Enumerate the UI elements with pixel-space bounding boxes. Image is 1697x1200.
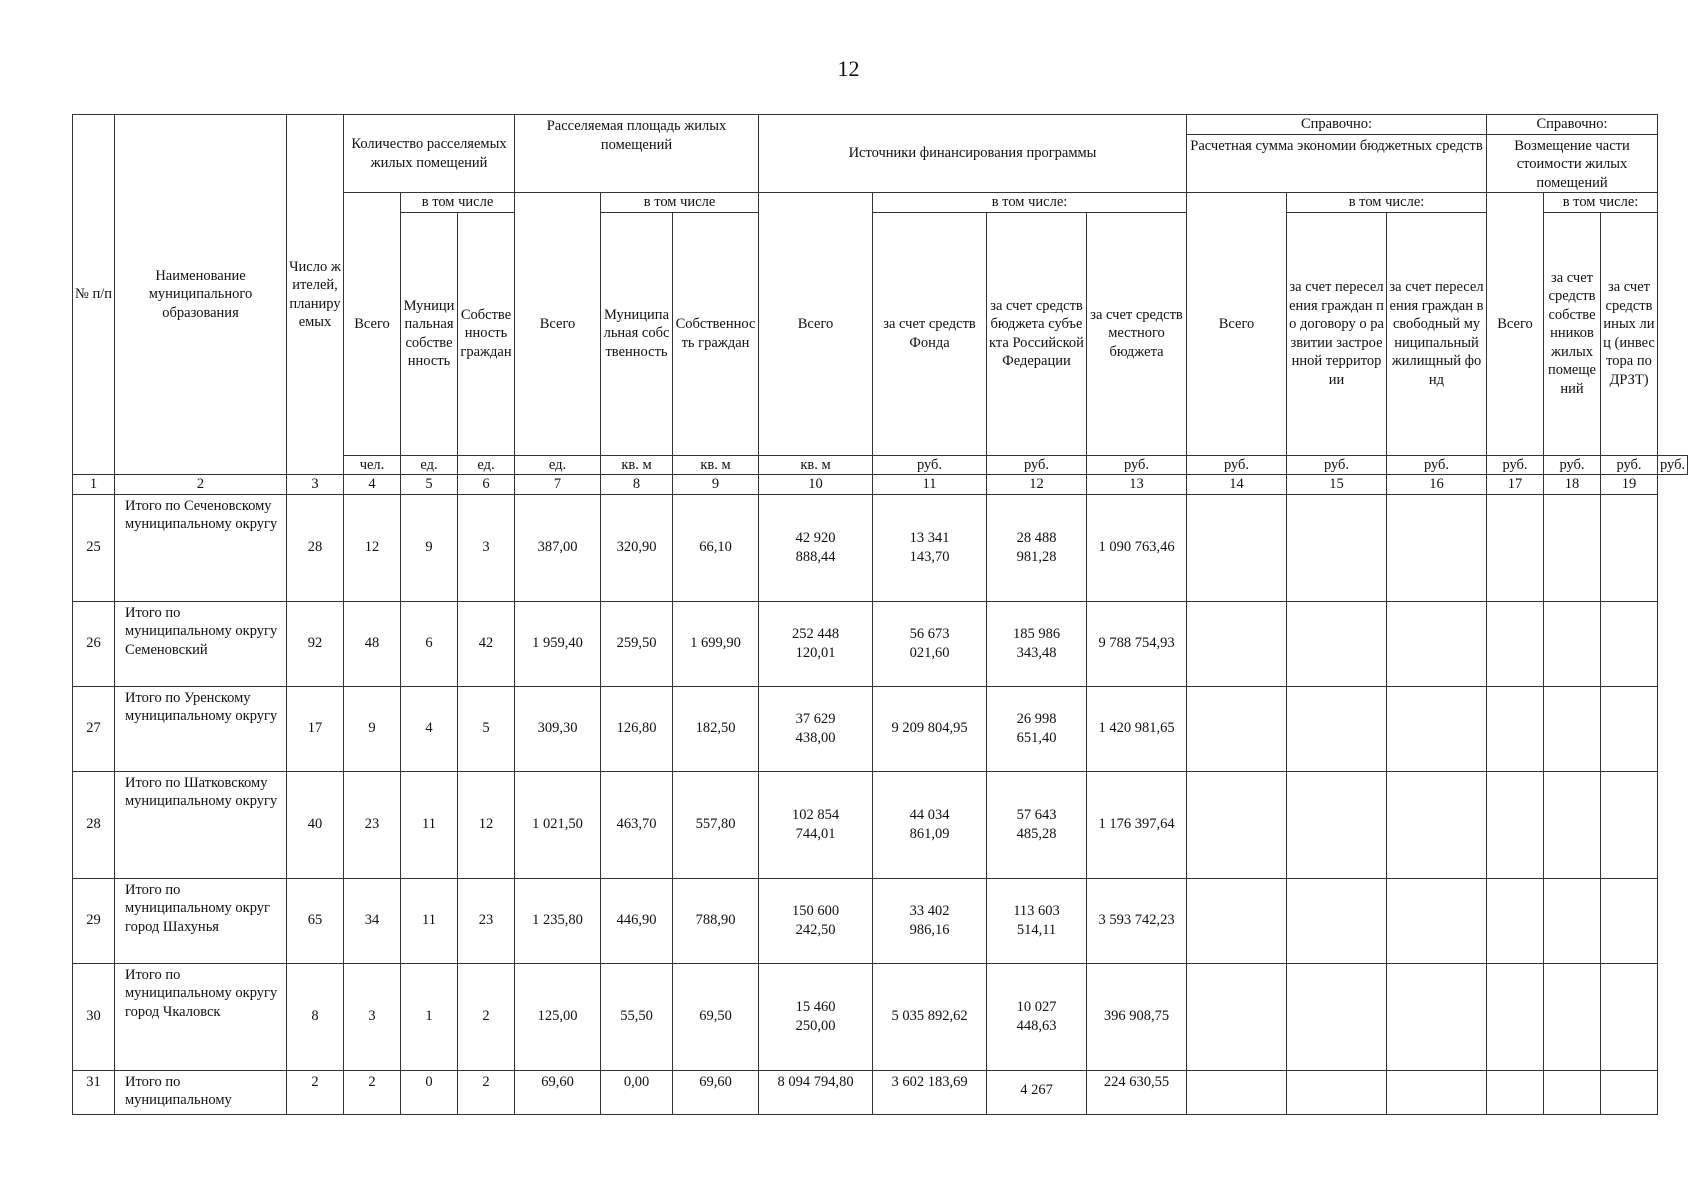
header-ref-label-a: Справочно: (1187, 115, 1487, 135)
table-row (73, 963, 1688, 1070)
row-rooms-municipal: 1 (401, 963, 458, 1070)
row-rooms-municipal: 9 (401, 494, 458, 601)
header-comp-owners: за счет средств собственников жилых помещений (1544, 212, 1601, 455)
empty-cell (1601, 686, 1658, 771)
column-number: 13 (1087, 475, 1187, 495)
row-people: 17 (287, 686, 344, 771)
column-number: 4 (344, 475, 401, 495)
column-number: 18 (1544, 475, 1601, 495)
row-area-municipal: 463,70 (601, 771, 673, 878)
row-finance-local: 9 788 754,93 (1087, 601, 1187, 686)
row-area-private: 69,60 (673, 1070, 759, 1114)
row-rooms-total: 48 (344, 601, 401, 686)
header-area-private: Собственность граждан (673, 212, 759, 455)
empty-cell (1287, 1070, 1387, 1114)
row-rooms-total: 23 (344, 771, 401, 878)
column-number: 6 (458, 475, 515, 495)
unit-cell: ед. (458, 455, 515, 475)
empty-cell (1387, 494, 1487, 601)
row-name: Итого по муниципальному округу город Чкаловск (115, 963, 287, 1070)
row-rooms-private: 2 (458, 1070, 515, 1114)
column-number: 5 (401, 475, 458, 495)
empty-cell (1601, 963, 1658, 1070)
row-number: 25 (73, 494, 115, 601)
empty-cell (1387, 601, 1487, 686)
unit-cell: руб. (1487, 455, 1544, 475)
row-area-private: 1 699,90 (673, 601, 759, 686)
row-people: 28 (287, 494, 344, 601)
row-area-total: 125,00 (515, 963, 601, 1070)
header-local-budget: за счет средств местного бюджета (1087, 212, 1187, 455)
row-finance-fund: 13 341 143,70 (873, 494, 987, 601)
empty-cell (1544, 963, 1601, 1070)
header-area-incl: в том числе (601, 193, 759, 213)
row-finance-total: 8 094 794,80 (759, 1070, 873, 1114)
row-finance-local: 1 176 397,64 (1087, 771, 1187, 878)
row-rooms-municipal: 11 (401, 878, 458, 963)
empty-cell (1187, 601, 1287, 686)
unit-cell: руб. (1087, 455, 1187, 475)
row-finance-region: 28 488 981,28 (987, 494, 1087, 601)
unit-cell: ед. (515, 455, 601, 475)
unit-cell: руб. (1387, 455, 1487, 475)
row-number: 27 (73, 686, 115, 771)
column-number: 15 (1287, 475, 1387, 495)
empty-cell (1487, 1070, 1544, 1114)
unit-cell: ед. (401, 455, 458, 475)
empty-cell (1387, 771, 1487, 878)
row-finance-total: 42 920 888,44 (759, 494, 873, 601)
row-people: 40 (287, 771, 344, 878)
row-area-municipal: 55,50 (601, 963, 673, 1070)
row-finance-fund: 56 673 021,60 (873, 601, 987, 686)
empty-cell (1187, 878, 1287, 963)
row-finance-region: 113 603 514,11 (987, 878, 1087, 963)
unit-cell: руб. (873, 455, 987, 475)
row-area-total: 387,00 (515, 494, 601, 601)
header-compensation-incl: в том числе: (1544, 193, 1658, 213)
row-area-private: 182,50 (673, 686, 759, 771)
header-name: Наименование муниципального образования (115, 115, 287, 475)
row-number: 26 (73, 601, 115, 686)
unit-cell: кв. м (759, 455, 873, 475)
table-row (73, 601, 1688, 686)
unit-cell: руб. (1658, 455, 1688, 475)
row-finance-region: 4 267 (987, 1070, 1087, 1114)
row-finance-region: 185 986 343,48 (987, 601, 1087, 686)
header-num: № п/п (73, 115, 115, 475)
row-area-total: 69,60 (515, 1070, 601, 1114)
table-row (73, 771, 1688, 878)
empty-cell (1287, 771, 1387, 878)
header-finance-incl: в том числе: (873, 193, 1187, 213)
unit-cell: руб. (1601, 455, 1658, 475)
resettlement-table (72, 114, 1688, 1115)
header-compensation-total: Всего (1487, 193, 1544, 456)
row-name: Итого по муниципальному округу Семеновский (115, 601, 287, 686)
header-economy-incl: в том числе: (1287, 193, 1487, 213)
empty-cell (1187, 963, 1287, 1070)
row-finance-region: 26 998 651,40 (987, 686, 1087, 771)
header-compensation-group: Возмещение части стоимости жилых помещений (1487, 134, 1658, 193)
row-rooms-total: 3 (344, 963, 401, 1070)
column-number: 14 (1187, 475, 1287, 495)
header-rooms-group: Количество расселяемых жилых помещений (344, 115, 515, 193)
header-econ-free-fund: за счет переселения граждан в свободный муниципальный жилищный фонд (1387, 212, 1487, 455)
row-finance-local: 1 090 763,46 (1087, 494, 1187, 601)
row-rooms-private: 12 (458, 771, 515, 878)
row-finance-total: 37 629 438,00 (759, 686, 873, 771)
unit-cell: руб. (1287, 455, 1387, 475)
row-area-total: 309,30 (515, 686, 601, 771)
header-finance-group: Источники финансирования программы (759, 115, 1187, 193)
header-region-budget: за счет средств бюджета субъекта Российской Федерации (987, 212, 1087, 455)
row-finance-total: 102 854 744,01 (759, 771, 873, 878)
row-area-municipal: 126,80 (601, 686, 673, 771)
row-area-total: 1 959,40 (515, 601, 601, 686)
row-rooms-private: 3 (458, 494, 515, 601)
row-finance-local: 1 420 981,65 (1087, 686, 1187, 771)
row-area-private: 557,80 (673, 771, 759, 878)
row-rooms-municipal: 0 (401, 1070, 458, 1114)
empty-cell (1387, 963, 1487, 1070)
row-area-private: 788,90 (673, 878, 759, 963)
empty-cell (1387, 686, 1487, 771)
column-number: 1 (73, 475, 115, 495)
row-people: 65 (287, 878, 344, 963)
unit-cell: чел. (344, 455, 401, 475)
empty-cell (1487, 601, 1544, 686)
empty-cell (1601, 878, 1658, 963)
column-number: 7 (515, 475, 601, 495)
column-number: 16 (1387, 475, 1487, 495)
header-ref-label-b: Справочно: (1487, 115, 1658, 135)
column-number: 3 (287, 475, 344, 495)
header-economy-total: Всего (1187, 193, 1287, 456)
empty-cell (1187, 686, 1287, 771)
column-number: 17 (1487, 475, 1544, 495)
row-name: Итого по муниципальному (115, 1070, 287, 1114)
row-rooms-private: 2 (458, 963, 515, 1070)
column-numbers-row (73, 475, 1688, 495)
row-number: 29 (73, 878, 115, 963)
empty-cell (1387, 1070, 1487, 1114)
empty-cell (1544, 878, 1601, 963)
empty-cell (1544, 601, 1601, 686)
empty-cell (1601, 1070, 1658, 1114)
empty-cell (1287, 878, 1387, 963)
column-number: 11 (873, 475, 987, 495)
row-rooms-municipal: 6 (401, 601, 458, 686)
row-people: 8 (287, 963, 344, 1070)
empty-cell (1187, 1070, 1287, 1114)
row-finance-region: 10 027 448,63 (987, 963, 1087, 1070)
row-rooms-total: 2 (344, 1070, 401, 1114)
row-finance-total: 15 460 250,00 (759, 963, 873, 1070)
row-finance-fund: 3 602 183,69 (873, 1070, 987, 1114)
column-number: 2 (115, 475, 287, 495)
empty-cell (1487, 686, 1544, 771)
row-area-municipal: 320,90 (601, 494, 673, 601)
row-name: Итого по Сеченовскому муниципальному округу (115, 494, 287, 601)
header-area-municipal: Муниципальная собственность (601, 212, 673, 455)
table-row (73, 878, 1688, 963)
row-area-total: 1 021,50 (515, 771, 601, 878)
row-finance-fund: 44 034 861,09 (873, 771, 987, 878)
empty-cell (1287, 686, 1387, 771)
empty-cell (1544, 686, 1601, 771)
row-name: Итого по Уренскому муниципальному округу (115, 686, 287, 771)
row-rooms-private: 42 (458, 601, 515, 686)
row-finance-fund: 9 209 804,95 (873, 686, 987, 771)
row-finance-region: 57 643 485,28 (987, 771, 1087, 878)
column-number: 9 (673, 475, 759, 495)
header-rooms-private: Собственность граждан (458, 212, 515, 455)
row-finance-local: 224 630,55 (1087, 1070, 1187, 1114)
row-rooms-total: 34 (344, 878, 401, 963)
row-finance-local: 396 908,75 (1087, 963, 1187, 1070)
column-number: 19 (1601, 475, 1658, 495)
table-row (73, 1070, 1688, 1114)
row-rooms-total: 9 (344, 686, 401, 771)
column-number: 12 (987, 475, 1087, 495)
empty-cell (1601, 601, 1658, 686)
column-number: 8 (601, 475, 673, 495)
row-rooms-municipal: 11 (401, 771, 458, 878)
column-number: 10 (759, 475, 873, 495)
empty-cell (1287, 494, 1387, 601)
empty-cell (1487, 878, 1544, 963)
row-rooms-private: 5 (458, 686, 515, 771)
empty-cell (1187, 771, 1287, 878)
row-finance-total: 150 600 242,50 (759, 878, 873, 963)
unit-cell: руб. (987, 455, 1087, 475)
empty-cell (1544, 494, 1601, 601)
row-rooms-private: 23 (458, 878, 515, 963)
row-finance-fund: 33 402 986,16 (873, 878, 987, 963)
row-area-private: 69,50 (673, 963, 759, 1070)
empty-cell (1601, 771, 1658, 878)
row-area-municipal: 0,00 (601, 1070, 673, 1114)
empty-cell (1487, 494, 1544, 601)
row-finance-total: 252 448 120,01 (759, 601, 873, 686)
page-number: 12 (837, 56, 860, 81)
empty-cell (1487, 771, 1544, 878)
empty-cell (1187, 494, 1287, 601)
row-rooms-municipal: 4 (401, 686, 458, 771)
header-area-total: Всего (515, 193, 601, 456)
row-area-private: 66,10 (673, 494, 759, 601)
row-people: 2 (287, 1070, 344, 1114)
row-rooms-total: 12 (344, 494, 401, 601)
row-area-municipal: 259,50 (601, 601, 673, 686)
empty-cell (1387, 878, 1487, 963)
header-residents: Число жителей, планируемых (287, 115, 344, 475)
header-econ-development: за счет переселения граждан по договору о развитии застроенной территории (1287, 212, 1387, 455)
row-number: 28 (73, 771, 115, 878)
row-finance-local: 3 593 742,23 (1087, 878, 1187, 963)
unit-cell: руб. (1544, 455, 1601, 475)
header-rooms-total: Всего (344, 193, 401, 456)
row-name: Итого по Шатковскому муниципальному округу (115, 771, 287, 878)
empty-cell (1544, 771, 1601, 878)
header-area-group: Расселяемая площадь жилых помещений (515, 115, 759, 193)
empty-cell (1487, 963, 1544, 1070)
row-area-total: 1 235,80 (515, 878, 601, 963)
table-row (73, 494, 1688, 601)
empty-cell (1287, 601, 1387, 686)
unit-cell: руб. (1187, 455, 1287, 475)
empty-cell (1544, 1070, 1601, 1114)
empty-cell (1287, 963, 1387, 1070)
unit-cell: кв. м (673, 455, 759, 475)
header-rooms-incl: в том числе (401, 193, 515, 213)
header-finance-total: Всего (759, 193, 873, 456)
row-area-municipal: 446,90 (601, 878, 673, 963)
header-rooms-municipal: Муниципальная собственность (401, 212, 458, 455)
header-economy-group: Расчетная сумма экономии бюджетных средств (1187, 134, 1487, 193)
empty-cell (1601, 494, 1658, 601)
header-comp-others: за счет средств иных лиц (инвестора по ДРЗТ) (1601, 212, 1658, 455)
header-fund: за счет средств Фонда (873, 212, 987, 455)
table-row (73, 686, 1688, 771)
row-finance-fund: 5 035 892,62 (873, 963, 987, 1070)
unit-cell: кв. м (601, 455, 673, 475)
row-number: 30 (73, 963, 115, 1070)
row-people: 92 (287, 601, 344, 686)
row-number: 31 (73, 1070, 115, 1114)
row-name: Итого по муниципальному округ город Шахунья (115, 878, 287, 963)
